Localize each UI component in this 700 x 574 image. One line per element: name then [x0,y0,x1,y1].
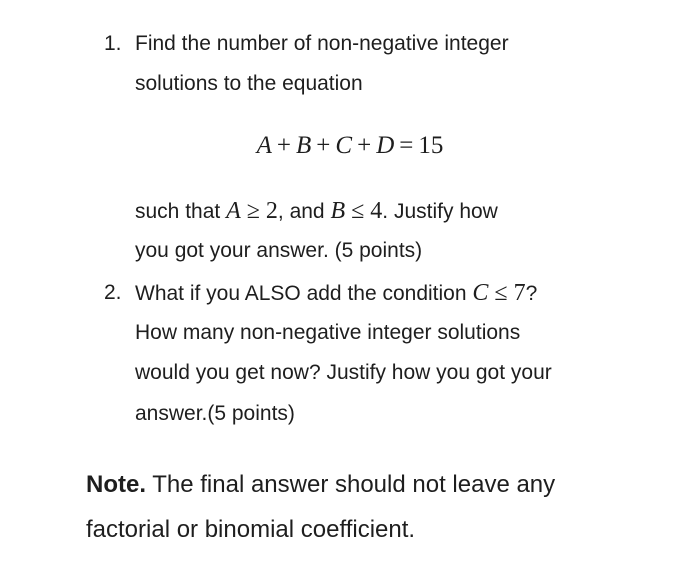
condition-1-op: ≥ [246,198,260,224]
problem-2-line-3: would you get now? Justify how you got your [135,361,552,384]
equation-plus-2: + [316,132,331,159]
equation-plus-1: + [276,132,292,159]
condition-prefix: such that [135,200,227,223]
problem-2-line-1-suffix: ? [525,282,538,305]
condition-1-value: 2 [265,198,278,224]
problem-2-line-2: How many non-negative integer solutions [135,321,521,344]
equation-rhs: 15 [418,132,444,159]
problem-2-number: 2. [104,281,122,304]
equation-var-b: B [296,132,312,159]
condition-suffix: . Justify how [382,200,498,223]
condition-2-value: 4 [370,198,383,224]
problem-2-condition-op: ≤ [494,280,508,306]
equation-equals: = [399,132,414,159]
note-line-1 [86,469,555,501]
equation-plus-3: + [357,132,372,159]
problem-2-line-1 [135,279,537,308]
problem-2-line-1-prefix: What if you ALSO add the condition [135,282,473,305]
problem-2-condition-value: 7 [513,280,526,306]
problem-2-line-4: answer.(5 points) [135,402,295,425]
condition-1-var: A [226,198,241,224]
note-text-1: The final answer should not leave any [146,471,556,498]
problem-1-number: 1. [104,32,122,55]
condition-2-var: B [330,198,346,224]
condition-mid: , and [277,200,331,223]
problem-1-line-1: Find the number of non-negative integer [135,32,509,55]
equation-var-d: D [376,132,395,159]
note-label: Note. [86,471,146,498]
condition-2-op: ≤ [351,198,365,224]
problem-1-line-4: you got your answer. (5 points) [135,239,423,262]
equation-var-a: A [256,132,272,159]
problem-2-condition-var: C [472,280,489,306]
problem-1-line-2: solutions to the equation [135,72,363,95]
note-line-2: factorial or binomial coefficient. [86,516,416,543]
equation-var-c: C [335,132,353,159]
problem-1-line-3 [135,197,498,226]
problem-1-equation [0,131,700,161]
